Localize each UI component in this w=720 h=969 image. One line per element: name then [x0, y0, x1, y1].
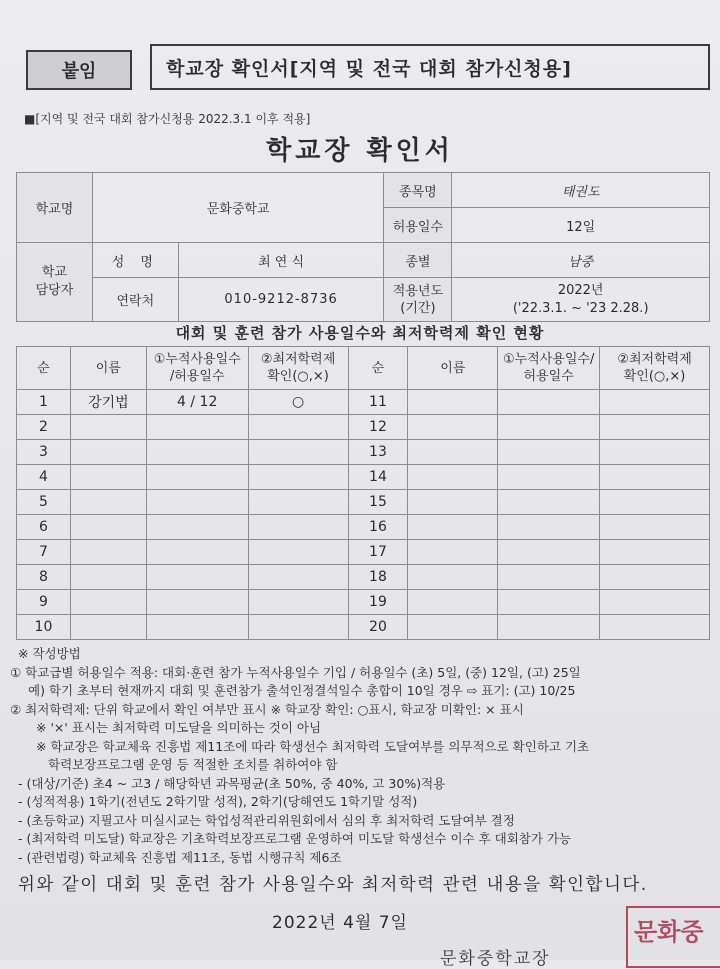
table-cell: 15	[348, 490, 408, 515]
info-table	[16, 172, 710, 322]
table-cell	[600, 440, 710, 465]
table-row	[17, 490, 710, 515]
table-cell	[498, 615, 600, 640]
instruction-line: ※ 작성방법	[18, 646, 81, 661]
days-label: 허용일수	[384, 208, 452, 243]
table-cell	[498, 540, 600, 565]
table-cell	[600, 415, 710, 440]
instruction-line: ① 학교급별 허용일수 적용: 대회·훈련 참가 누적사용일수 기입 / 허용일수 (초) 5일, (중) 12일, (고) 25일	[10, 664, 581, 680]
days-value: 12일	[452, 208, 710, 243]
section-title: 대회 및 훈련 참가 사용일수와 최저학력제 확인 현황	[175, 324, 545, 342]
header-title: 학교장 확인서[지역 및 전국 대회 참가신청용]	[150, 44, 710, 90]
column-header: 이름	[70, 347, 146, 390]
instruction-line: ② 최저학력제: 단위 학교에서 확인 여부만 표시 ※ 학교장 확인: ○표시, 학교장 미확인: × 표시	[10, 701, 524, 717]
table-cell	[600, 565, 710, 590]
table-cell	[146, 465, 248, 490]
table-cell	[146, 415, 248, 440]
column-header: ①누적사용일수 /허용일수	[146, 347, 248, 390]
table-cell: 5	[17, 490, 71, 515]
table-cell	[600, 540, 710, 565]
table-cell	[408, 465, 498, 490]
table-cell	[498, 390, 600, 415]
name-value: 최 연 식	[178, 243, 384, 278]
table-cell	[70, 465, 146, 490]
column-header: 순	[348, 347, 408, 390]
instruction-line: - (최저학력 미도달) 학교장은 기초학력보장프로그램 운영하여 미도달 학생선수 이수 후 대회참가 가능	[18, 831, 572, 846]
table-cell	[600, 515, 710, 540]
year-value: 2022년 ('22.3.1. ~ '23 2.28.)	[452, 278, 710, 322]
table-cell	[600, 490, 710, 515]
table-cell	[146, 490, 248, 515]
instruction-line: 학력보장프로그램 운영 등 적절한 조치를 취하여야 함	[48, 757, 338, 772]
table-cell	[600, 615, 710, 640]
instruction-line: - (대상/기준) 초4 ~ 고3 / 해당학년 과목평균(초 50%, 중 40%, 고 30%)적용	[18, 775, 446, 791]
table-cell: 17	[348, 540, 408, 565]
table-cell: 4 / 12	[146, 390, 248, 415]
table-row	[17, 515, 710, 540]
table-cell	[146, 565, 248, 590]
table-cell	[146, 615, 248, 640]
instruction-line: ※ 학교장은 학교체육 진흥법 제11조에 따라 학생선수 최저학력 도달여부를 의무적으로 확인하고 기초	[36, 738, 590, 754]
instruction-line: ※ '×' 표시는 최저학력 미도달을 의미하는 것이 아님	[36, 720, 322, 735]
instruction-line: - (관련법령) 학교체육 진흥법 제11조, 동법 시행규칙 제6조	[18, 849, 342, 865]
table-cell: 18	[348, 565, 408, 590]
sport-label: 종목명	[384, 173, 452, 208]
confirmation-text: 위와 같이 대회 및 훈련 참가 사용일수와 최저학력 관련 내용을 확인합니다.	[18, 875, 648, 895]
table-cell: 14	[348, 465, 408, 490]
table-cell	[248, 490, 348, 515]
instruction-line: 예) 학기 초부터 현재까지 대회 및 훈련참가 출석인정결석일수 총합이 10일 경우 ⇨ 표기: (고) 10/25	[28, 683, 576, 698]
school-label: 학교명	[17, 173, 93, 243]
table-cell: 19	[348, 590, 408, 615]
table-cell	[146, 590, 248, 615]
table-cell	[248, 465, 348, 490]
table-cell: 8	[17, 565, 71, 590]
table-cell	[248, 440, 348, 465]
table-cell	[600, 465, 710, 490]
table-cell	[498, 515, 600, 540]
table-cell	[408, 540, 498, 565]
table-cell: 20	[348, 615, 408, 640]
table-cell	[70, 590, 146, 615]
table-cell: 3	[17, 440, 71, 465]
table-cell	[498, 490, 600, 515]
table-cell: 16	[348, 515, 408, 540]
table-cell	[408, 615, 498, 640]
contact-label: 연락처	[92, 278, 178, 322]
table-cell: 10	[17, 615, 71, 640]
table-cell	[408, 440, 498, 465]
table-row	[17, 615, 710, 640]
instruction-line: - (성적적용) 1학기(전년도 2학기말 성적), 2학기(당해연도 1학기말 성적)	[18, 794, 418, 809]
table-cell: 4	[17, 465, 71, 490]
signer-name: 문화중학교장	[440, 949, 551, 969]
table-cell	[248, 540, 348, 565]
table-cell: 11	[348, 390, 408, 415]
table-cell: 12	[348, 415, 408, 440]
issue-date: 2022년 4월 7일	[272, 913, 408, 933]
participation-table	[16, 346, 710, 640]
table-cell	[408, 565, 498, 590]
table-cell	[70, 415, 146, 440]
gender-value: 남중	[452, 243, 710, 278]
table-cell	[600, 390, 710, 415]
column-header: ②최저학력제 확인(○,×)	[600, 347, 710, 390]
table-cell	[248, 590, 348, 615]
table-cell	[498, 440, 600, 465]
table-cell	[70, 440, 146, 465]
contact-value: 010-9212-8736	[178, 278, 384, 322]
document-title: 학교장 확인서	[266, 136, 454, 166]
table-cell	[248, 515, 348, 540]
table-cell	[248, 615, 348, 640]
school-value: 문화중학교	[92, 173, 384, 243]
instructions	[10, 645, 715, 867]
official-seal: 문화중	[626, 906, 720, 968]
instruction-line: - (초등학교) 지필고사 미실시교는 학업성적관리위원회에서 심의 후 최저학력 도달여부 결정	[18, 812, 515, 828]
table-row	[17, 590, 710, 615]
table-cell: 6	[17, 515, 71, 540]
table-cell	[498, 465, 600, 490]
applicable-note: ■[지역 및 전국 대회 참가신청용 2022.3.1 이후 적용]	[24, 112, 311, 126]
attachment-badge: 붙임	[26, 50, 132, 90]
staff-label: 학교 담당자	[17, 243, 93, 322]
column-header: 순	[17, 347, 71, 390]
table-cell: 7	[17, 540, 71, 565]
table-cell	[146, 440, 248, 465]
table-cell	[408, 490, 498, 515]
table-row	[17, 540, 710, 565]
table-cell: 9	[17, 590, 71, 615]
name-label: 성 명	[92, 243, 178, 278]
column-header: ①누적사용일수/ 허용일수	[498, 347, 600, 390]
year-label: 적용년도 (기간)	[384, 278, 452, 322]
table-cell: 1	[17, 390, 71, 415]
table-cell	[498, 590, 600, 615]
table-cell	[498, 415, 600, 440]
column-header: ②최저학력제 확인(○,×)	[248, 347, 348, 390]
table-cell	[146, 540, 248, 565]
table-cell: 13	[348, 440, 408, 465]
table-cell	[146, 515, 248, 540]
table-cell	[408, 515, 498, 540]
table-cell: ○	[248, 390, 348, 415]
table-cell	[70, 615, 146, 640]
table-row	[17, 415, 710, 440]
table-cell	[408, 415, 498, 440]
table-row	[17, 440, 710, 465]
table-cell	[70, 515, 146, 540]
table-cell	[70, 565, 146, 590]
gender-label: 종별	[384, 243, 452, 278]
table-cell	[248, 415, 348, 440]
header-bar	[24, 44, 686, 92]
table-cell	[600, 590, 710, 615]
sport-value: 태권도	[452, 173, 710, 208]
table-row	[17, 565, 710, 590]
column-header: 이름	[408, 347, 498, 390]
table-cell	[70, 540, 146, 565]
table-cell: 2	[17, 415, 71, 440]
table-row	[17, 390, 710, 415]
table-header-row	[17, 347, 710, 390]
table-cell	[248, 565, 348, 590]
table-row	[17, 465, 710, 490]
table-cell	[408, 590, 498, 615]
table-cell: 강기법	[70, 390, 146, 415]
table-cell	[498, 565, 600, 590]
table-cell	[70, 490, 146, 515]
table-cell	[408, 390, 498, 415]
